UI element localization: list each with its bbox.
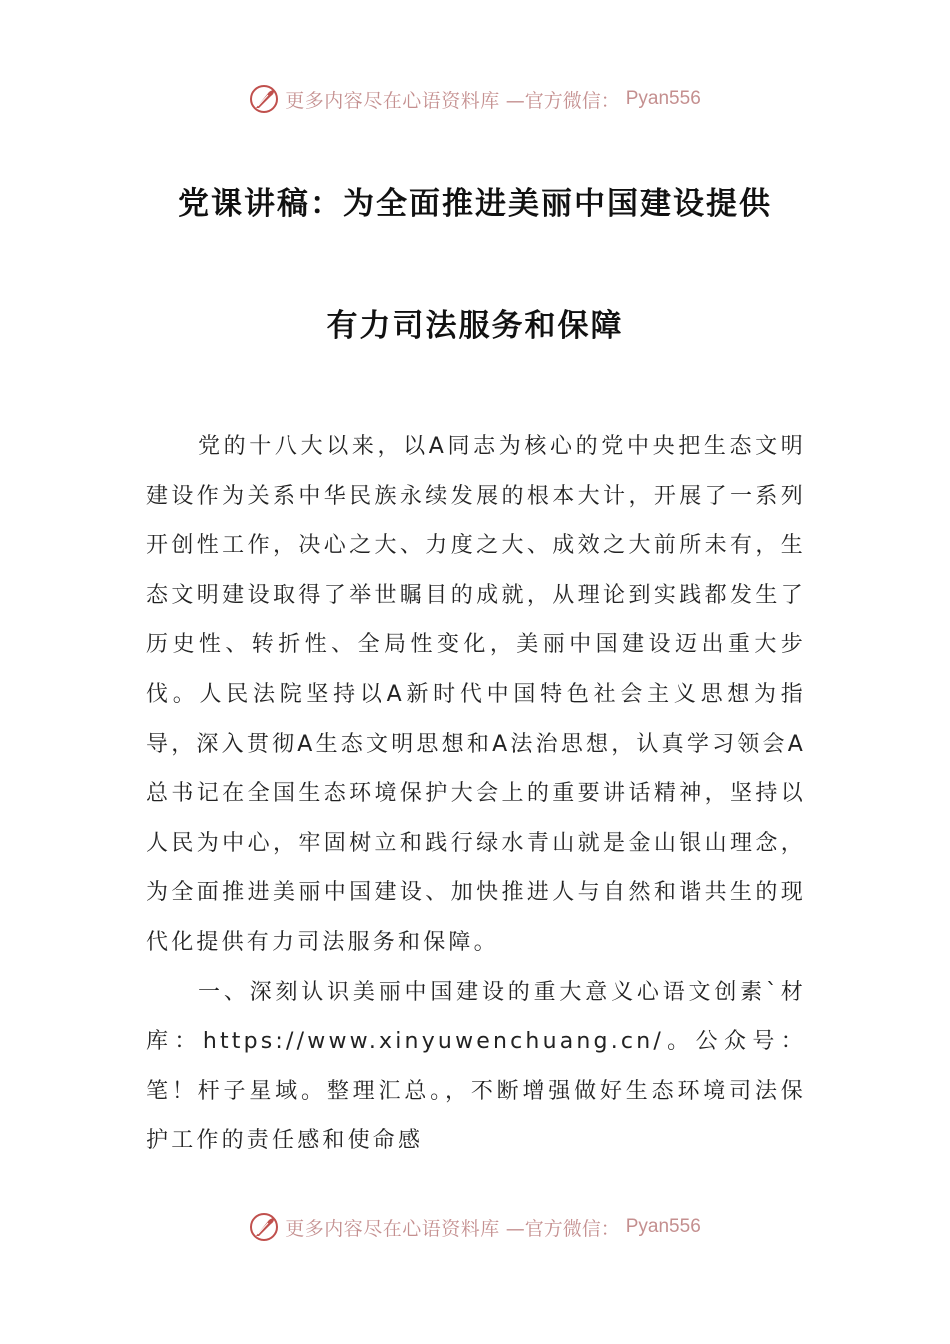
body-paragraph: 党的十八大以来，以A同志为核心的党中央把生态文明建设作为关系中华民族永续发展的根本大计，开展了一系列开创性工作，决心之大、力度之大、成效之大前所未有，生态文明建设取得了举世瞩目的成就，从理论到实践都发生了历史性、转折性、全局性变化，美丽中国建设迈出重大步伐。人民法院坚持以A新时代中国特色社会主义思想为指导，深入贯彻A生态文明思想和A法治思想，认真学习领会A总书记在全国生态环境保护大会上的重要讲话精神，坚持以人民为中心，牢固树立和践行绿水青山就是金山银山理念，为全面推进美丽中国建设、加快推进人与自然和谐共生的现代化提供有力司法服务和保障。 — [146, 434, 806, 955]
watermark-separator: —官方微信： — [505, 1217, 620, 1240]
watermark-id: Pyan556 — [625, 1216, 701, 1237]
document-body — [146, 422, 806, 1166]
document-title-line-2: 有力司法服务和保障 — [326, 308, 624, 344]
watermark-text: 更多内容尽在心语资料库 — [285, 1217, 500, 1240]
footer-watermark — [0, 1212, 950, 1242]
document-title-line-1: 党课讲稿：为全面推进美丽中国建设提供 — [178, 186, 772, 222]
body-paragraph: 一、深刻认识美丽中国建设的重大意义心语文创素`材库：https://www.xinyuwenchuang.cn/。公众号：笔！杆子星域。整理汇总。，不断增强做好生态环境司法保护工作的责任感和使命感 — [146, 979, 806, 1154]
watermark-text: 更多内容尽在心语资料库 — [285, 89, 500, 112]
watermark-id: Pyan556 — [625, 88, 701, 109]
watermark-separator: —官方微信： — [505, 89, 620, 112]
quill-pen-logo-icon — [249, 1212, 279, 1242]
quill-pen-logo-icon — [249, 84, 279, 114]
header-watermark — [0, 84, 950, 114]
